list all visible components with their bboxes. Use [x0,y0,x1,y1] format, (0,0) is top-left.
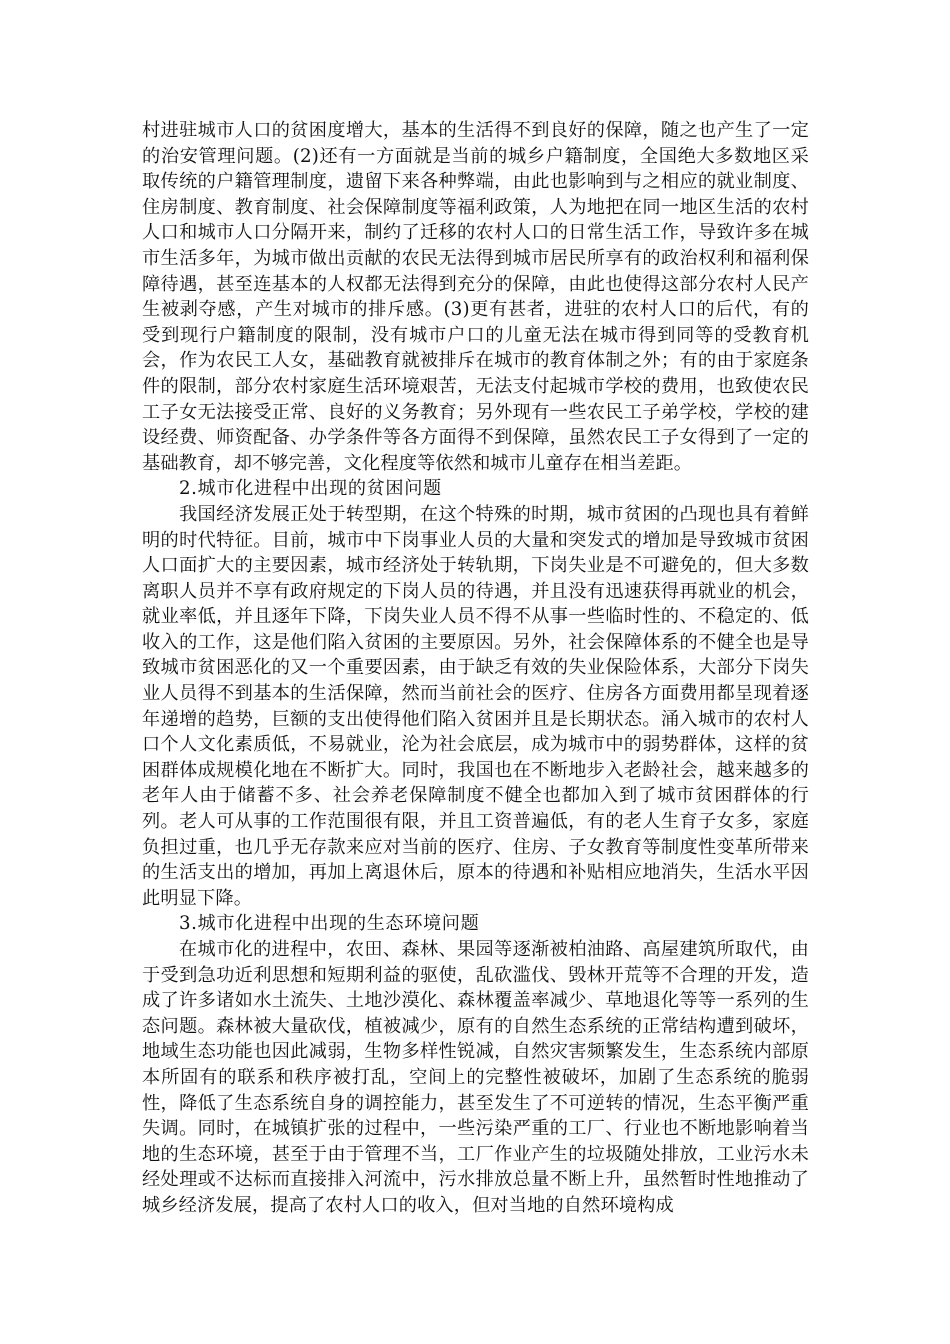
section-heading: 2.城市化进程中出现的贫困问题 [179,478,442,500]
body-paragraph: 村进驻城市人口的贫困度增大，基本的生活得不到良好的保障，随之也产生了一定的治安管理问题。(2)还有一方面就是当前的城乡户籍制度，全国绝大多数地区采取传统的户籍管理制度，遗留下来各种弊端，由此也影响到与之相应的就业制度、住房制度、教育制度、社会保障制度等福利政策，人为地把在同一地区生活的农村人口和城市人口分隔开来，制约了迁移的农村人口的日常生活工作，导致许多在城市生活多年，为城市做出贡献的农民无法得到城市居民所享有的政治权利和福利保障待遇，甚至连基本的人权都无法得到充分的保障，由此也使得这部分农村人民产生被剥夺感，产生对城市的排斥感。(3)更有甚者，进驻的农村人口的后代，有的受到现行户籍制度的限制，没有城市户口的儿童无法在城市得到同等的受教育机会，作为农民工人女，基础教育就被排斥在城市的教育体制之外；有的由于家庭条件的限制，部分农村家庭生活环境艰苦，无法支付起城市学校的费用，也致使农民工子女无法接受正常、良好的义务教育；另外现有一些农民工子弟学校，学校的建设经费、师资配备、办学条件等各方面得不到保障，虽然农民工子女得到了一定的基础教育，却不够完善，文化程度等依然和城市儿童存在相当差距。 [142,120,809,474]
body-paragraph: 在城市化的进程中，农田、森林、果园等逐渐被柏油路、高屋建筑所取代，由于受到急功近利思想和短期利益的驱使，乱砍滥伐、毁林开荒等不合理的开发，造成了许多诸如水土流失、土地沙漠化、森林覆盖率减少、草地退化等等一系列的生态问题。森林被大量砍伐，植被减少，原有的自然生态系统的正常结构遭到破坏，地域生态功能也因此减弱，生物多样性锐减，自然灾害频繁发生，生态系统内部原本所固有的联系和秩序被打乱，空间上的完整性被破坏，加剧了生态系统的脆弱性，降低了生态系统自身的调控能力，甚至发生了不可逆转的情况，生态平衡严重失调。同时，在城镇扩张的过程中，一些污染严重的工厂、行业也不断地影响着当地的生态环境，甚至于由于管理不当，工厂作业产生的垃圾随处排放，工业污水未经处理或不达标而直接排入河流中，污水排放总量不断上升，虽然暂时性地推动了城乡经济发展，提高了农村人口的收入，但对当地的自然环境构成 [142,939,809,1216]
document-page [142,118,809,1219]
section-heading: 3.城市化进程中出现的生态环境问题 [179,913,480,935]
body-paragraph: 我国经济发展正处于转型期，在这个特殊的时期，城市贫困的凸现也具有着鲜明的时代特征。目前，城市中下岗事业人员的大量和突发式的增加是导致城市贫困人口面扩大的主要因素，城市经济处于转轨期，下岗失业是不可避免的，但大多数离职人员并不享有政府规定的下岗人员的待遇，并且没有迅速获得再就业的机会，就业率低，并且逐年下降，下岗失业人员不得不从事一些临时性的、不稳定的、低收入的工作，这是他们陷入贫困的主要原因。另外，社会保障体系的不健全也是导致城市贫困恶化的又一个重要因素，由于缺乏有效的失业保险体系，大部分下岗失业人员得不到基本的生活保障，然而当前社会的医疗、住房各方面费用都呈现着逐年递增的趋势，巨额的支出使得他们陷入贫困并且是长期状态。涌入城市的农村人口个人文化素质低，不易就业，沦为社会底层，成为城市中的弱势群体，这样的贫困群体成规模化地在不断扩大。同时，我国也在不断地步入老龄社会，越来越多的老年人由于储蓄不多、社会养老保障制度不健全也都加入到了城市贫困群体的行列。老人可从事的工作范围很有限，并且工资普遍低，有的老人生育子女多，家庭负担过重，也几乎无存款来应对当前的医疗、住房、子女教育等制度性变革所带来的生活支出的增加，再加上离退休后，原本的待遇和补贴相应地消失，生活水平因此明显下降。 [142,503,809,909]
